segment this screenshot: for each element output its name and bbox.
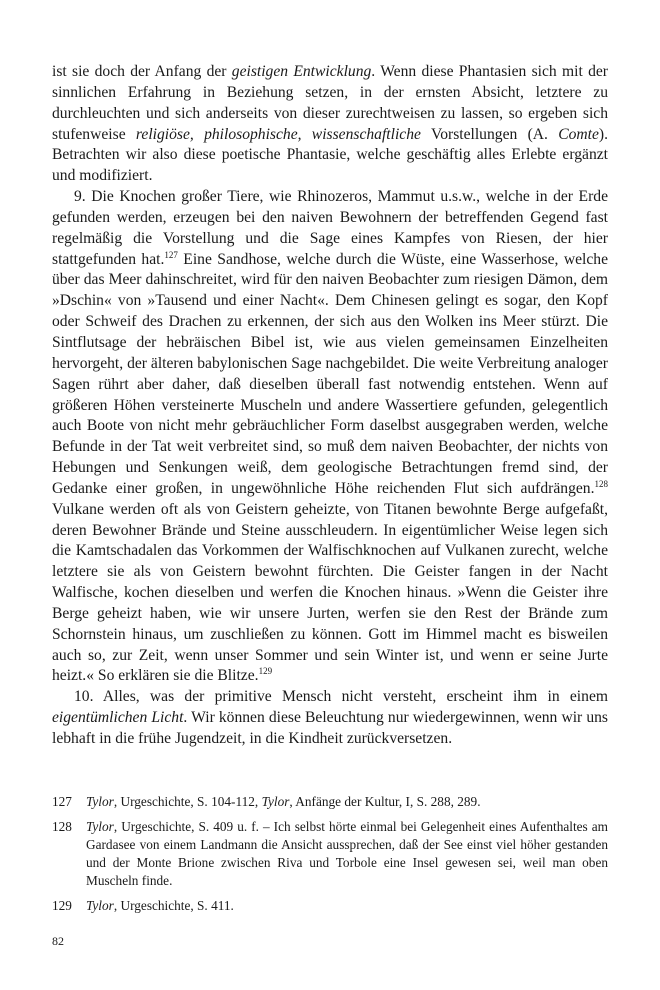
footnote-ref-127[interactable]: 127: [164, 249, 178, 260]
footnote-127: [52, 793, 608, 811]
footnote-129: [52, 897, 608, 915]
page-number: 82: [52, 934, 64, 948]
text-run: . Wir können diese Beleuchtung nur wiedergewinnen, wenn wir uns lebhaft in die frühe Jugendzeit, in die Kindheit zurückversetzen.: [52, 709, 608, 747]
footnote-text: [86, 793, 608, 811]
footnotes: [52, 793, 608, 922]
italic-phrase: geistigen Entwicklung: [231, 63, 372, 80]
footnote-text: [86, 897, 608, 915]
paragraph-3: [52, 687, 608, 750]
footnote-ref-128[interactable]: 128: [594, 478, 608, 489]
author-name: Tylor: [86, 794, 114, 809]
text-run: ). Betrachten wir also diese poetische Phantasie, welche geschäftig alles Erlebte ergänzt und modifiziert.: [52, 125, 609, 185]
italic-name: Comte: [558, 125, 599, 143]
footnote-number: 129: [52, 898, 72, 913]
author-name: Tylor: [261, 794, 290, 809]
paragraph-1: [52, 62, 608, 187]
text-run: , Urgeschichte, S. 409 u. f. – Ich selbst hörte einmal bei Gelegenheit eines Aufenthaltes am Gardasee von einem Landmann die Ansicht aussprechen, daß der See einst viel höher gestanden und der Monte Brione zwischen Riva und Torbole eine Insel gewesen sei, weil man oben Muscheln finde.: [86, 819, 608, 888]
footnote-ref-129[interactable]: 129: [258, 666, 273, 677]
text-run: 9. Die Knochen großer Tiere, wie Rhinozeros, Mammut u.s.w., welche in der Erde gefunden werden, erzeugen bei den naiven Bewohnern der betreffenden Gegend fast regelmäßig die Vorstellung und die Sage eines Kampfes von Riesen, der hier stattgefunden hat.: [52, 188, 608, 268]
footnote-number: 128: [52, 819, 72, 834]
author-name: Tylor: [86, 898, 114, 913]
footnote-128: [52, 818, 608, 890]
text-run: , Urgeschichte, S. 411.: [113, 898, 234, 913]
footnote-text: [86, 818, 608, 890]
text-run: Eine Sandhose, welche durch die Wüste, eine Wasserhose, welche über das Meer dahinschreitet, wird für den naiven Beobachter zum riesigen Dämon, dem »Dschin« von »Tausend und einer Nacht«. Dem Chinesen gelingt es sogar, den Kopf oder Schweif des Drachen zu erkennen, der sich aus den Wolken ins Meer stürzt. Die Sintflutsage der hebräischen Bibel ist, wie aus vielen gemeinsamen Einzelheiten hervorgeht, der älteren babylonischen Sage nachgebildet. Die weite Verbreitung analoger Sagen rührt aber daher, daß dieselben überall fast notwendig entstehen. Wenn auf größeren Höhen versteinerte Muscheln und andere Wassertiere gefunden, gelegentlich auch Boote von nicht mehr gebräuchlicher Form daselbst ausgegraben werden, welche Befunde in der Tat weit verbreitet sind, so muß dem naiven Beobachter, der nichts von Hebungen und Senkungen weiß, dem geologische Betrachtungen fremd sind, der Gedanke einer großen, in ungewöhnliche Höhe reichenden Flut sich aufdrängen.: [52, 250, 608, 497]
text-run: Vulkane werden oft als von Geistern geheizte, von Titanen bewohnte Berge aufgefaßt, deren Bewohner Brände und Steine ausschleudern. In eigentümlicher Weise legen sich die Kamtschadalen das Vorkommen der Walfischknochen auf Vulkanen zurecht, welche letztere sie als von Geistern bewohnt fürchten. Die Geister fangen in der Nacht Walfische, kochen dieselben und werfen die Knochen hinaus. »Wenn die Geister ihre Berge geheizt haben, wie wir unsere Jurten, werfen sie den Rest der Brände zum Schornstein hinaus, um zuschließen zu können. Gott im Himmel macht es bisweilen auch so, zur Zeit, wenn unser Sommer und sein Winter ist, und wenn er seine Jurte heizt.« So erklären sie die Blitze.: [52, 500, 608, 685]
text-run: Vorstellungen (A.: [420, 125, 559, 143]
paragraph-2: [52, 187, 608, 687]
italic-phrase: eigentümlichen Licht: [52, 709, 184, 727]
text-run: , Anfänge der Kultur, I, S. 288, 289.: [289, 794, 481, 809]
text-run: , Urgeschichte, S. 104-112,: [113, 794, 262, 809]
text-run: 10. Alles, was der primitive Mensch nicht versteht, erscheint ihm in einem: [74, 688, 608, 706]
text-run: ist sie doch der Anfang der: [52, 63, 232, 80]
footnote-number: 127: [52, 794, 72, 809]
text-run: . Wenn diese Phantasien sich mit der sinnlichen Erfahrung in Beziehung setzen, in der ernsten Absicht, letztere zu durchleuchten und sich anderseits von dieser zurechtweisen zu lassen, so ergeben sich stufenweise: [52, 63, 608, 143]
italic-phrase: religiöse, philosophische, wissenschaftliche: [135, 125, 421, 143]
main-text: [52, 62, 608, 750]
author-name: Tylor: [86, 819, 114, 834]
